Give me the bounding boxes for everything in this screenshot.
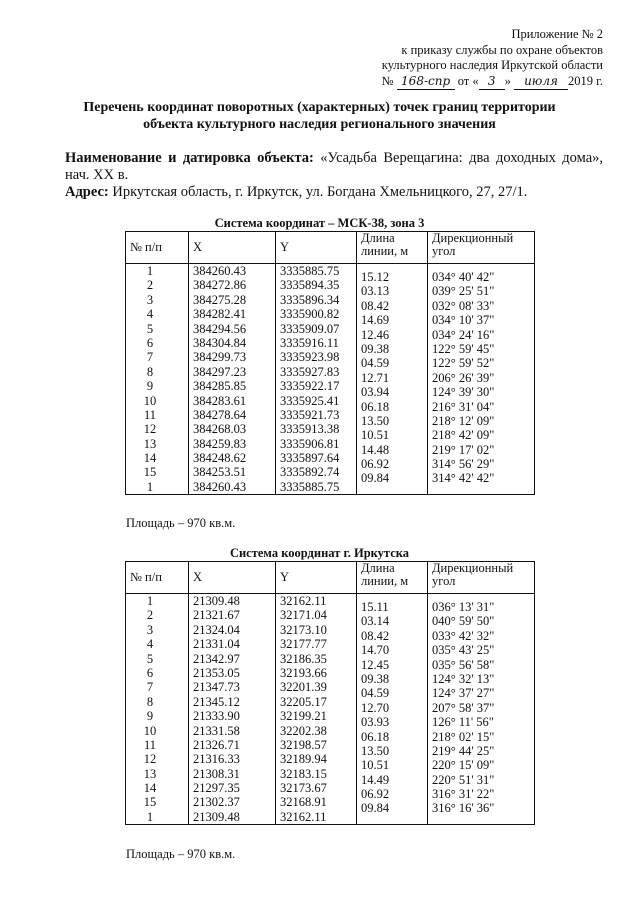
table-cell: 039° 25' 51" — [432, 284, 495, 299]
table-cell: 218° 42' 09" — [432, 428, 495, 443]
table-cell: 14.49 — [361, 772, 390, 787]
table-cell: 8 — [146, 364, 154, 379]
table-cell: 216° 31' 04" — [432, 399, 495, 414]
table-cell: 21308.31 — [193, 766, 240, 781]
table-cell: 3335922.17 — [280, 379, 340, 394]
table-cell: 034° 24' 16" — [432, 327, 495, 342]
table-cell: 14.70 — [361, 643, 390, 658]
order-number-prefix: № — [381, 73, 394, 88]
table-cell: 32168.91 — [280, 795, 327, 810]
table-cell: 32193.66 — [280, 665, 327, 680]
table-cell: 21342.97 — [193, 651, 240, 666]
coordinates-table-msk38 — [125, 231, 535, 495]
table-cell: 122° 59' 45" — [432, 341, 495, 356]
table-cell: 15 — [143, 465, 157, 480]
table-cell: 32189.94 — [280, 752, 327, 767]
table-cell: 384282.41 — [193, 307, 247, 322]
table-cell: 3335927.83 — [280, 364, 340, 379]
table-cell: 316° 31' 22" — [432, 787, 495, 802]
table-cell: 21321.67 — [193, 608, 240, 623]
table-cell: 384259.83 — [193, 436, 247, 451]
table-cell: 21309.48 — [193, 809, 240, 824]
table-cell: 12.46 — [361, 327, 390, 342]
table-cell: 06.92 — [361, 457, 390, 472]
table-cell: 384283.61 — [193, 393, 247, 408]
table-cell: 3335925.41 — [280, 393, 340, 408]
document-title — [0, 99, 639, 133]
table-cell: 4 — [146, 637, 154, 652]
point-numbers — [130, 264, 184, 494]
table-cell: 03.13 — [361, 284, 390, 299]
table-cell: 5 — [146, 321, 154, 336]
appendix-header — [382, 27, 603, 90]
table-cell: 384297.23 — [193, 364, 247, 379]
col-header-y: Y — [276, 562, 357, 594]
table-cell: 124° 32' 13" — [432, 671, 495, 686]
table-cell: 2 — [146, 278, 154, 293]
table-cell: 32171.04 — [280, 608, 327, 623]
table-cell: 220° 15' 09" — [432, 758, 495, 773]
table-cell: 3335897.64 — [280, 451, 340, 466]
table-cell: 21309.48 — [193, 594, 240, 608]
table-cell: 384278.64 — [193, 407, 247, 422]
col-header-x: X — [189, 562, 276, 594]
table-cell: 3 — [146, 292, 154, 307]
table-cell: 034° 40' 42" — [432, 270, 495, 284]
col-header-length: Длина линии, м — [357, 232, 428, 264]
table-cell: 12.71 — [361, 370, 390, 385]
table-cell: 03.93 — [361, 715, 390, 730]
table-cell: 033° 42' 32" — [432, 628, 495, 643]
table-cell: 04.59 — [361, 686, 390, 701]
table-cell: 03.14 — [361, 614, 390, 629]
table-cell: 10 — [143, 723, 157, 738]
table-cell: 1 — [146, 479, 154, 494]
table-cell: 10.51 — [361, 428, 390, 443]
table-cell: 384253.51 — [193, 465, 247, 480]
table-cell: 14.48 — [361, 442, 390, 457]
address-value: Иркутская область, г. Иркутск, ул. Богдана Хмельницкого, 27, 27/1. — [112, 184, 528, 200]
table-cell: 06.92 — [361, 787, 390, 802]
table-cell: 206° 26' 39" — [432, 370, 495, 385]
table-cell: 9 — [146, 709, 154, 724]
table-cell: 21347.73 — [193, 680, 240, 695]
table-cell: 384248.62 — [193, 451, 247, 466]
table-body-row — [126, 594, 535, 825]
table-cell: 21331.04 — [193, 637, 240, 652]
y-values — [280, 594, 352, 824]
order-authority-line: культурного наследия Иркутской области — [381, 58, 603, 72]
table-cell: 3335921.73 — [280, 407, 340, 422]
table-cell: 10.51 — [361, 758, 390, 773]
table-cell: 3335909.07 — [280, 321, 340, 336]
table-cell: 384272.86 — [193, 278, 247, 293]
table-cell: 8 — [146, 694, 154, 709]
point-numbers — [130, 594, 184, 824]
table2-system-title: Система координат г. Иркутска — [229, 546, 410, 560]
table-cell: 13 — [143, 766, 157, 781]
table-cell: 32173.67 — [280, 781, 327, 796]
table-cell: 220° 51' 31" — [432, 772, 495, 787]
table-cell: 09.38 — [361, 671, 390, 686]
table-cell: 14 — [143, 781, 157, 796]
document-title-line2: объекта культурного наследия регионального значения — [143, 117, 496, 132]
table-cell: 2 — [146, 608, 154, 623]
segment-lengths — [361, 594, 423, 816]
table-cell: 035° 43' 25" — [432, 643, 495, 658]
table-body-row — [126, 264, 535, 495]
table-cell: 384294.56 — [193, 321, 247, 336]
table-cell: 13 — [143, 436, 157, 451]
table-cell: 21326.71 — [193, 737, 240, 752]
table-cell: 09.84 — [361, 471, 390, 486]
table-cell: 15 — [143, 795, 157, 810]
order-reference-line: к приказу службы по охране объектов — [401, 42, 603, 57]
order-day-handwritten: 3 — [479, 74, 505, 91]
table-cell: 13.50 — [361, 413, 390, 428]
table-cell: 126° 11' 56" — [432, 715, 494, 730]
table-cell: 3335885.75 — [280, 479, 340, 494]
table-cell: 11 — [143, 407, 157, 422]
table-cell: 1 — [146, 809, 154, 824]
table-cell: 9 — [146, 379, 154, 394]
table-cell: 3335894.35 — [280, 278, 340, 293]
object-name — [65, 150, 603, 184]
table-cell: 036° 13' 31" — [432, 600, 495, 614]
table-cell: 21297.35 — [193, 781, 240, 796]
segment-lengths — [361, 264, 423, 486]
table-cell: 384268.03 — [193, 422, 247, 437]
table-cell: 384299.73 — [193, 350, 247, 365]
table-cell: 32199.21 — [280, 709, 327, 724]
table-cell: 384304.84 — [193, 335, 247, 350]
table-cell: 32173.10 — [280, 622, 327, 637]
table-cell: 040° 59' 50" — [432, 614, 495, 629]
order-date-quote: » — [504, 73, 511, 88]
table-cell: 21331.58 — [193, 723, 240, 738]
table-cell: 32177.77 — [280, 637, 327, 652]
object-name-value: «Усадьба Верещагина: два доходных дома», нач. XX в. — [65, 150, 604, 183]
table-cell: 3335892.74 — [280, 465, 340, 480]
table-cell: 15.11 — [361, 600, 389, 614]
table-header-row — [126, 562, 535, 594]
order-number-line — [382, 74, 603, 91]
col-header-num: № п/п — [126, 562, 189, 594]
table-cell: 3335896.34 — [280, 292, 340, 307]
x-values — [193, 264, 271, 494]
table-cell: 316° 16' 36" — [432, 801, 495, 816]
table-cell: 32186.35 — [280, 651, 327, 666]
object-address — [65, 184, 603, 201]
table-cell: 035° 56' 58" — [432, 657, 495, 672]
table-cell: 11 — [143, 737, 157, 752]
table-cell: 3335913.38 — [280, 422, 340, 437]
table-cell: 12.45 — [361, 657, 390, 672]
object-name-label: Наименование и датировка объекта: — [65, 150, 314, 166]
directional-angles — [432, 594, 530, 816]
table-cell: 13.50 — [361, 743, 390, 758]
table-cell: 219° 44' 25" — [432, 743, 495, 758]
table-cell: 3335906.81 — [280, 436, 340, 451]
table2-area: Площадь – 970 кв.м. — [126, 847, 236, 861]
table-cell: 3335916.11 — [280, 335, 339, 350]
table-cell: 21333.90 — [193, 709, 240, 724]
col-header-x: X — [189, 232, 276, 264]
table-cell: 384260.43 — [193, 479, 247, 494]
order-date-prefix: от « — [457, 73, 479, 88]
table-cell: 32162.11 — [280, 594, 327, 608]
table-cell: 384275.28 — [193, 292, 247, 307]
table-cell: 032° 08' 33" — [432, 298, 495, 313]
table1-system-title: Система координат – МСК-38, зона 3 — [214, 216, 425, 230]
table-cell: 04.59 — [361, 356, 390, 371]
address-label: Адрес: — [65, 184, 109, 200]
table-cell: 21345.12 — [193, 694, 240, 709]
table-cell: 5 — [146, 651, 154, 666]
table-cell: 6 — [146, 665, 154, 680]
table-cell: 14 — [143, 451, 157, 466]
table-cell: 09.84 — [361, 801, 390, 816]
col-header-length: Длина линии, м — [357, 562, 428, 594]
table-cell: 21324.04 — [193, 622, 240, 637]
table-cell: 122° 59' 52" — [432, 356, 495, 371]
coordinates-table-irkutsk — [125, 561, 535, 825]
table-cell: 32202.38 — [280, 723, 327, 738]
table-cell: 1 — [146, 594, 154, 608]
table-cell: 12 — [143, 752, 157, 767]
table-cell: 219° 17' 02" — [432, 442, 495, 457]
table-cell: 32201.39 — [280, 680, 327, 695]
col-header-num: № п/п — [126, 232, 189, 264]
table-cell: 3335885.75 — [280, 264, 340, 278]
table-cell: 32205.17 — [280, 694, 327, 709]
table-cell: 384260.43 — [193, 264, 247, 278]
table-cell: 1 — [146, 264, 154, 278]
table-cell: 4 — [146, 307, 154, 322]
table-cell: 6 — [146, 335, 154, 350]
table-cell: 218° 12' 09" — [432, 413, 495, 428]
table-cell: 034° 10' 37" — [432, 313, 495, 328]
table-cell: 21316.33 — [193, 752, 240, 767]
table-cell: 15.12 — [361, 270, 390, 284]
table-cell: 08.42 — [361, 298, 390, 313]
table-cell: 21302.37 — [193, 795, 240, 810]
table-cell: 207° 58' 37" — [432, 700, 495, 715]
directional-angles — [432, 264, 530, 486]
order-month-handwritten: июля — [514, 74, 568, 91]
col-header-angle: Дирекционный угол — [428, 562, 535, 594]
table-cell: 124° 37' 27" — [432, 686, 495, 701]
table-cell: 218° 02' 15" — [432, 729, 495, 744]
table-cell: 314° 56' 29" — [432, 457, 495, 472]
table-cell: 7 — [146, 680, 154, 695]
table-cell: 12 — [143, 422, 157, 437]
table-cell: 12.70 — [361, 700, 390, 715]
table-cell: 314° 42' 42" — [432, 471, 495, 486]
table-cell: 32183.15 — [280, 766, 327, 781]
table-cell: 06.18 — [361, 729, 390, 744]
x-values — [193, 594, 271, 824]
table-header-row — [126, 232, 535, 264]
table-cell: 10 — [143, 393, 157, 408]
table-cell: 03.94 — [361, 385, 390, 400]
table-cell: 124° 39' 30" — [432, 385, 495, 400]
table-cell: 09.38 — [361, 341, 390, 356]
table-cell: 08.42 — [361, 628, 390, 643]
col-header-y: Y — [276, 232, 357, 264]
col-header-angle: Дирекционный угол — [428, 232, 535, 264]
order-year: 2019 г. — [568, 73, 603, 88]
table-cell: 32162.11 — [280, 809, 327, 824]
y-values — [280, 264, 352, 494]
table-cell: 32198.57 — [280, 737, 327, 752]
table-cell: 21353.05 — [193, 665, 240, 680]
table1-area: Площадь – 970 кв.м. — [126, 516, 236, 530]
document-title-line1: Перечень координат поворотных (характерных) точек границ территории — [83, 100, 556, 115]
table-cell: 7 — [146, 350, 154, 365]
table-cell: 06.18 — [361, 399, 390, 414]
table-cell: 3335923.98 — [280, 350, 340, 365]
appendix-number: Приложение № 2 — [511, 27, 603, 41]
table-cell: 384285.85 — [193, 379, 247, 394]
table-cell: 3335900.82 — [280, 307, 340, 322]
order-number-handwritten: 168-спр — [397, 74, 455, 91]
table-cell: 14.69 — [361, 313, 390, 328]
table-cell: 3 — [146, 622, 154, 637]
